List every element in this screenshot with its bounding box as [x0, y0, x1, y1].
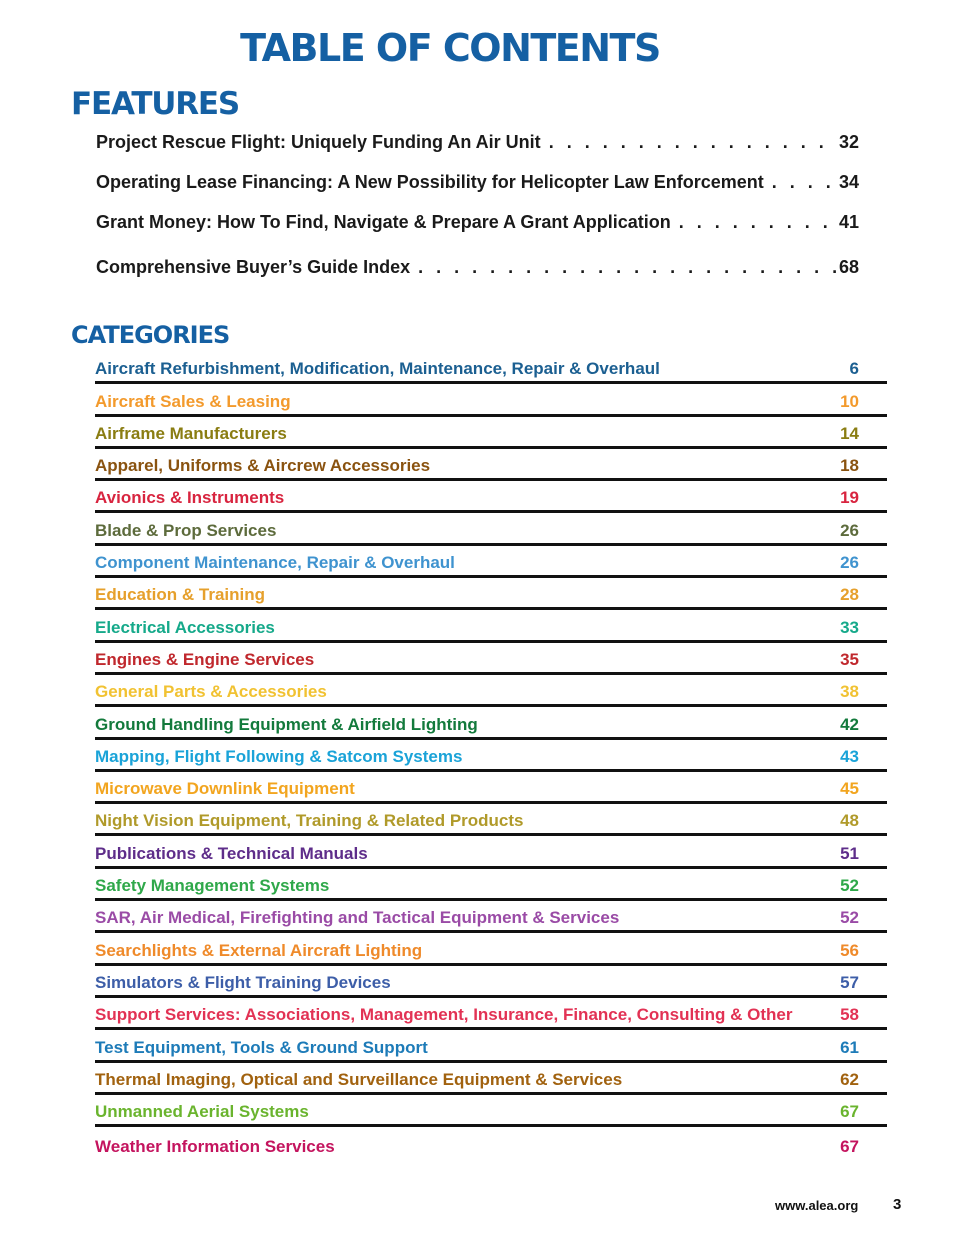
category-row[interactable]	[95, 998, 887, 1030]
category-row[interactable]	[95, 901, 887, 933]
category-page-number: 52	[840, 876, 859, 896]
category-page-number: 19	[840, 488, 859, 508]
category-row[interactable]	[95, 481, 887, 513]
category-row[interactable]	[95, 772, 887, 804]
category-name: Weather Information Services	[95, 1137, 335, 1157]
category-name: Thermal Imaging, Optical and Surveillance Equipment & Services	[95, 1069, 623, 1089]
category-page-number: 67	[840, 1137, 859, 1157]
footer-page-number: 3	[893, 1196, 902, 1213]
category-page-number: 58	[840, 1005, 859, 1025]
category-name: Support Services: Associations, Management, Insurance, Finance, Consulting & Other	[95, 1005, 793, 1025]
category-page-number: 38	[840, 682, 859, 702]
category-row[interactable]	[95, 740, 887, 772]
category-page-number: 6	[849, 359, 859, 379]
category-name: General Parts & Accessories	[95, 682, 327, 702]
category-page-number: 26	[840, 520, 859, 540]
category-row[interactable]	[95, 869, 887, 901]
category-name: Electrical Accessories	[95, 617, 275, 637]
category-name: Simulators & Flight Training Devices	[95, 972, 391, 992]
category-row[interactable]	[95, 643, 887, 675]
category-page-number: 14	[840, 423, 859, 443]
category-row[interactable]	[95, 1095, 887, 1127]
category-name: Aircraft Sales & Leasing	[95, 391, 291, 411]
category-page-number: 51	[840, 843, 859, 863]
feature-item[interactable]	[96, 172, 859, 193]
category-name: Component Maintenance, Repair & Overhaul	[95, 553, 455, 573]
category-name: Apparel, Uniforms & Aircrew Accessories	[95, 456, 431, 476]
category-row[interactable]	[95, 1030, 887, 1062]
feature-page-number: 32	[838, 132, 859, 152]
feature-page-number: 34	[838, 172, 859, 192]
dot-leader	[549, 132, 837, 153]
category-name: Airframe Manufacturers	[95, 423, 287, 443]
category-row[interactable]	[95, 417, 887, 449]
category-page-number: 35	[840, 649, 859, 669]
category-row[interactable]	[95, 610, 887, 642]
category-row[interactable]	[95, 352, 887, 384]
category-row[interactable]	[95, 707, 887, 739]
category-page-number: 62	[840, 1069, 859, 1089]
category-page-number: 26	[840, 553, 859, 573]
feature-item[interactable]	[96, 132, 859, 153]
category-page-number: 57	[840, 972, 859, 992]
features-heading: FEATURES	[71, 86, 240, 122]
category-page-number: 52	[840, 908, 859, 928]
category-row[interactable]	[95, 449, 887, 481]
category-name: SAR, Air Medical, Firefighting and Tactical Equipment & Services	[95, 908, 620, 928]
category-name: Avionics & Instruments	[95, 488, 285, 508]
category-name: Aircraft Refurbishment, Modification, Maintenance, Repair & Overhaul	[95, 359, 660, 379]
category-row[interactable]	[95, 1063, 887, 1095]
category-name: Searchlights & External Aircraft Lighting	[95, 940, 423, 960]
category-name: Microwave Downlink Equipment	[95, 779, 355, 799]
dot-leader	[679, 212, 837, 233]
category-row[interactable]	[95, 675, 887, 707]
category-page-number: 61	[840, 1037, 859, 1057]
feature-title: Operating Lease Financing: A New Possibility for Helicopter Law Enforcement	[96, 172, 764, 192]
feature-title: Project Rescue Flight: Uniquely Funding An Air Unit	[96, 132, 541, 152]
category-page-number: 18	[840, 456, 859, 476]
dot-leader	[418, 257, 837, 278]
feature-page-number: 68	[838, 257, 859, 277]
footer-url[interactable]: www.alea.org	[775, 1198, 859, 1213]
category-row[interactable]	[95, 546, 887, 578]
category-page-number: 33	[840, 617, 859, 637]
category-row[interactable]	[95, 933, 887, 965]
category-name: Blade & Prop Services	[95, 520, 277, 540]
category-page-number: 10	[840, 391, 859, 411]
category-name: Education & Training	[95, 585, 266, 605]
dot-leader	[772, 172, 837, 193]
category-page-number: 45	[840, 779, 859, 799]
categories-list	[95, 352, 887, 1159]
category-name: Ground Handling Equipment & Airfield Lighting	[95, 714, 478, 734]
category-row[interactable]	[95, 513, 887, 545]
category-name: Test Equipment, Tools & Ground Support	[95, 1037, 428, 1057]
category-name: Safety Management Systems	[95, 876, 330, 896]
category-row[interactable]	[95, 1127, 887, 1159]
category-page-number: 56	[840, 940, 859, 960]
page-title: TABLE OF CONTENTS	[240, 26, 660, 70]
category-name: Night Vision Equipment, Training & Related Products	[95, 811, 524, 831]
category-page-number: 67	[840, 1102, 859, 1122]
category-page-number: 42	[840, 714, 859, 734]
category-page-number: 48	[840, 811, 859, 831]
feature-title: Grant Money: How To Find, Navigate & Prepare A Grant Application	[96, 212, 671, 232]
category-row[interactable]	[95, 966, 887, 998]
feature-item[interactable]	[96, 212, 859, 233]
category-row[interactable]	[95, 836, 887, 868]
category-page-number: 43	[840, 746, 859, 766]
category-row[interactable]	[95, 804, 887, 836]
categories-heading: CATEGORIES	[71, 321, 230, 349]
feature-title: Comprehensive Buyer’s Guide Index	[96, 257, 411, 277]
category-row[interactable]	[95, 384, 887, 416]
feature-item[interactable]	[96, 257, 859, 278]
category-name: Publications & Technical Manuals	[95, 843, 368, 863]
category-name: Unmanned Aerial Systems	[95, 1102, 309, 1122]
feature-page-number: 41	[838, 212, 859, 232]
category-name: Mapping, Flight Following & Satcom Systems	[95, 746, 463, 766]
category-page-number: 28	[840, 585, 859, 605]
category-name: Engines & Engine Services	[95, 649, 315, 669]
category-row[interactable]	[95, 578, 887, 610]
